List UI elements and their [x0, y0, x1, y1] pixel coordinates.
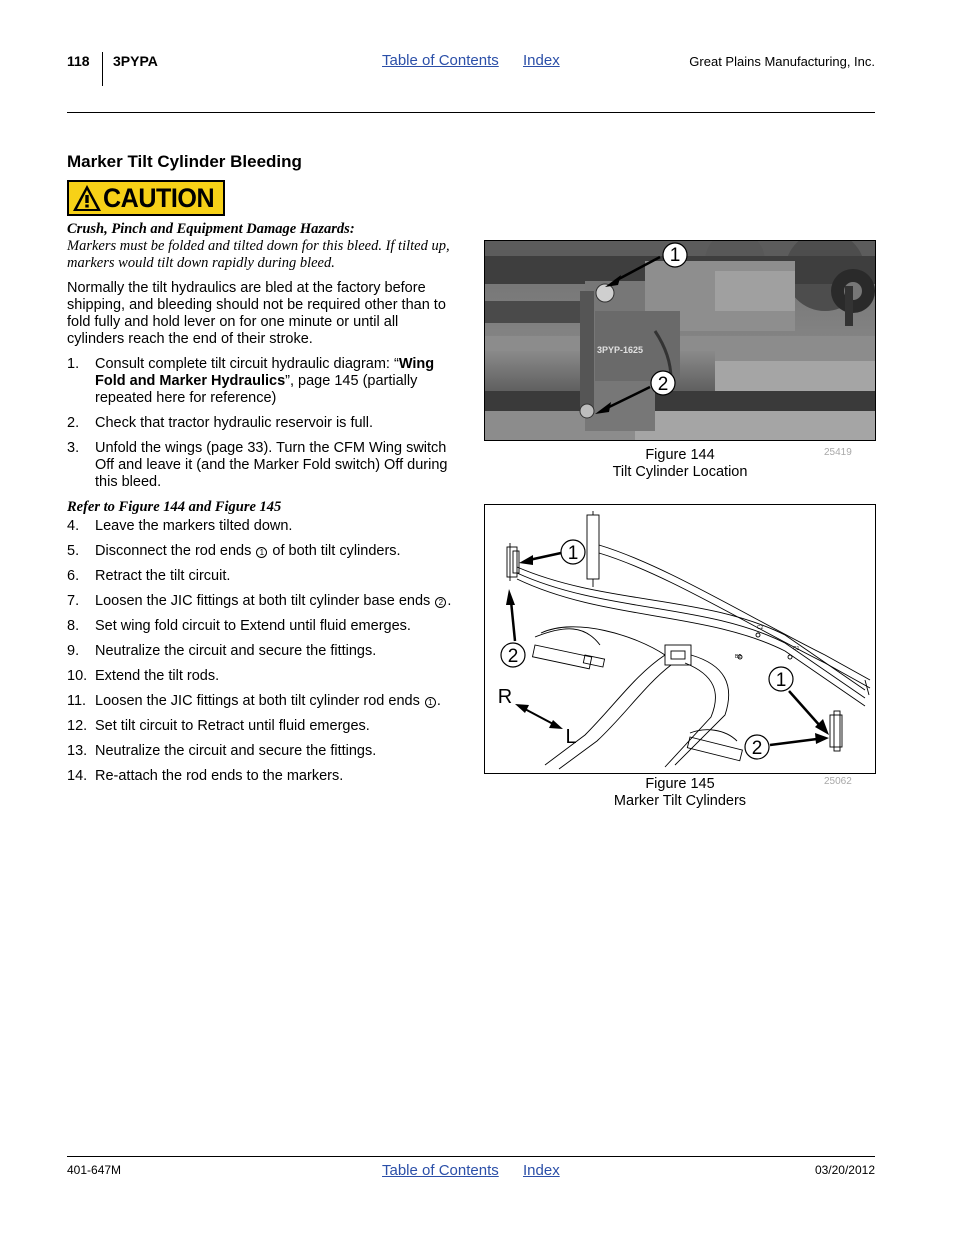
- hazard-title: Crush, Pinch and Equipment Damage Hazards:: [67, 221, 355, 237]
- model-name: 3PYPA: [113, 53, 158, 69]
- list-item: [67, 518, 467, 535]
- list-item: [67, 718, 467, 735]
- header-rule: [67, 112, 875, 113]
- step-number: 6.: [67, 568, 80, 584]
- figure-145-caption: Marker Tilt Cylinders: [613, 793, 747, 809]
- step-number: 4.: [67, 518, 80, 534]
- hydraulic-diagram: [485, 505, 876, 774]
- list-item: [67, 415, 467, 432]
- step-number: 1.: [67, 356, 80, 372]
- step-text: Neutralize the circuit and secure the fittings.: [95, 743, 377, 759]
- step-text: Consult complete tilt circuit hydraulic diagram: “Wing Fold and Marker Hydraulics”, page 145 (partially repeated here for reference): [95, 356, 435, 406]
- toc-link[interactable]: Table of Contents: [382, 52, 499, 69]
- caution-banner: [67, 180, 225, 216]
- figure-reference-note: Refer to Figure 144 and Figure 145: [67, 499, 282, 515]
- step-text: Unfold the wings (page 33). Turn the CFM Wing switch Off and leave it (and the Marker Fold switch) Off during this bleed.: [95, 440, 448, 490]
- hazard-text: Markers must be folded and tilted down for this bleed. If tilted up, markers would tilt down rapidly during bleed.: [67, 238, 450, 271]
- side-label-r: R: [497, 686, 513, 708]
- step-text: Leave the markers tilted down.: [95, 518, 293, 534]
- decal-text: 3PYP-1625: [597, 345, 644, 355]
- callout-reference-icon: 1: [425, 697, 436, 708]
- step-text: Extend the tilt rods.: [95, 668, 220, 684]
- header-divider: [102, 52, 103, 86]
- list-item: [67, 743, 467, 760]
- step-text: Retract the tilt circuit.: [95, 568, 231, 584]
- hose-label: C2: [757, 625, 764, 631]
- steps-list-b: [67, 518, 467, 793]
- step-text: Disconnect the rod ends 1 of both tilt cylinders.: [95, 543, 401, 559]
- steps-list-a: [67, 356, 467, 499]
- svg-text:1: 1: [669, 245, 681, 266]
- figure-144-photo: [484, 240, 876, 441]
- footer-rule: [67, 1156, 875, 1157]
- list-item: [67, 693, 467, 710]
- company-name: Great Plains Manufacturing, Inc.: [689, 54, 875, 69]
- figure-145-label: Figure 145: [645, 776, 715, 792]
- svg-text:1: 1: [567, 543, 579, 564]
- figure-144-image-number: 25419: [824, 447, 852, 458]
- list-item: [67, 593, 467, 610]
- step-number: 10.: [67, 668, 88, 684]
- hose-label: C1: [793, 646, 800, 652]
- revision-date: 03/20/2012: [814, 1163, 875, 1177]
- intro-paragraph: Normally the tilt hydraulics are bled at the factory before shipping, and bleeding should not be required other than to fold fully and hold lever on for one minute or until all cylinders reach the end of their stroke.: [67, 280, 446, 347]
- step-text: Check that tractor hydraulic reservoir is full.: [95, 415, 374, 431]
- svg-text:2: 2: [657, 374, 669, 395]
- list-item: [67, 440, 467, 491]
- hose-label: B2: [735, 654, 742, 660]
- list-item: [67, 568, 467, 585]
- step-text: Set wing fold circuit to Extend until fluid emerges.: [95, 618, 411, 634]
- list-item: [67, 768, 467, 785]
- footer-toc-link[interactable]: Table of Contents: [382, 1162, 499, 1179]
- step-number: 14.: [67, 768, 88, 784]
- step-text: Set tilt circuit to Retract until fluid emerges.: [95, 718, 370, 734]
- step-number: 13.: [67, 743, 88, 759]
- figure-145-diagram: [484, 504, 876, 774]
- svg-text:2: 2: [507, 646, 519, 667]
- step-text: Neutralize the circuit and secure the fittings.: [95, 643, 377, 659]
- footer-index-link[interactable]: Index: [523, 1162, 560, 1179]
- step-number: 8.: [67, 618, 80, 634]
- step-number: 5.: [67, 543, 80, 559]
- list-item: [67, 643, 467, 660]
- step-text: Loosen the JIC fittings at both tilt cylinder base ends 2 .: [95, 593, 452, 609]
- figure-144-caption: Tilt Cylinder Location: [612, 464, 748, 480]
- svg-text:1: 1: [775, 670, 787, 691]
- list-item: [67, 543, 467, 560]
- tilt-cylinder-photo: [485, 241, 876, 441]
- step-number: 11.: [67, 693, 87, 709]
- callout-reference-icon: 1: [256, 547, 267, 558]
- warning-triangle-icon: [72, 183, 102, 213]
- list-item: [67, 668, 467, 685]
- caution-label: CAUTION: [103, 182, 215, 213]
- list-item: [67, 618, 467, 635]
- figure-145-image-number: 25062: [824, 776, 852, 787]
- index-link[interactable]: Index: [523, 52, 560, 69]
- step-text: Loosen the JIC fittings at both tilt cylinder rod ends 1 .: [95, 693, 441, 709]
- figure-144-label: Figure 144: [645, 447, 715, 463]
- svg-text:2: 2: [751, 738, 763, 759]
- side-label-l: L: [565, 726, 577, 748]
- step-number: 7.: [67, 593, 80, 609]
- list-item: [67, 356, 467, 407]
- callout-reference-icon: 2: [435, 597, 446, 608]
- section-title: Marker Tilt Cylinder Bleeding: [67, 152, 302, 171]
- page-number: 118: [67, 53, 90, 69]
- step-number: 3.: [67, 440, 80, 456]
- document-number: 401-647M: [67, 1163, 122, 1177]
- diagram-reference: Wing Fold and Marker Hydraulics: [95, 356, 435, 389]
- step-number: 9.: [67, 643, 80, 659]
- step-text: Re-attach the rod ends to the markers.: [95, 768, 344, 784]
- step-number: 12.: [67, 718, 88, 734]
- step-number: 2.: [67, 415, 80, 431]
